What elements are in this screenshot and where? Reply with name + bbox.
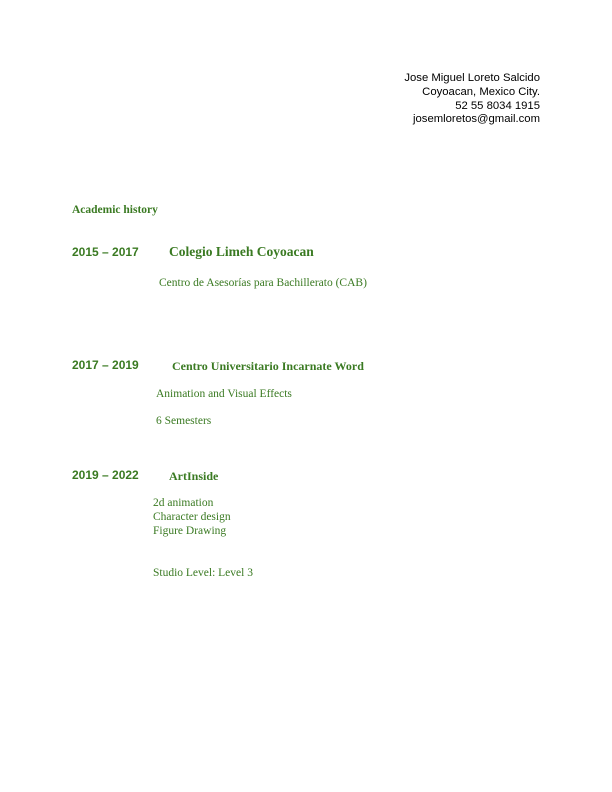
entry-detail: 6 Semesters: [156, 415, 212, 427]
contact-email: josemloretos@gmail.com: [413, 113, 540, 126]
entry-years: 2019 – 2022: [72, 468, 139, 482]
contact-location: Coyoacan, Mexico City.: [422, 85, 540, 98]
contact-block: [404, 72, 540, 127]
entry-years: 2015 – 2017: [72, 245, 139, 259]
contact-phone: 52 55 8034 1915: [455, 99, 540, 112]
entry-detail: Studio Level: Level 3: [153, 567, 253, 579]
entry-institution: ArtInside: [169, 469, 219, 483]
section-title: Academic history: [72, 204, 158, 216]
entry-institution: Centro Universitario Incarnate Word: [172, 359, 364, 373]
entry-detail: Character design: [153, 511, 231, 523]
entry-institution: Colegio Limeh Coyoacan: [169, 244, 314, 259]
entry-detail: Animation and Visual Effects: [156, 388, 292, 400]
contact-name: Jose Miguel Loreto Salcido: [404, 72, 540, 84]
entry-detail: Centro de Asesorías para Bachillerato (CAB): [159, 277, 367, 289]
entry-years: 2017 – 2019: [72, 358, 139, 372]
entry-detail: Figure Drawing: [153, 525, 227, 537]
entry-detail: 2d animation: [153, 497, 214, 509]
